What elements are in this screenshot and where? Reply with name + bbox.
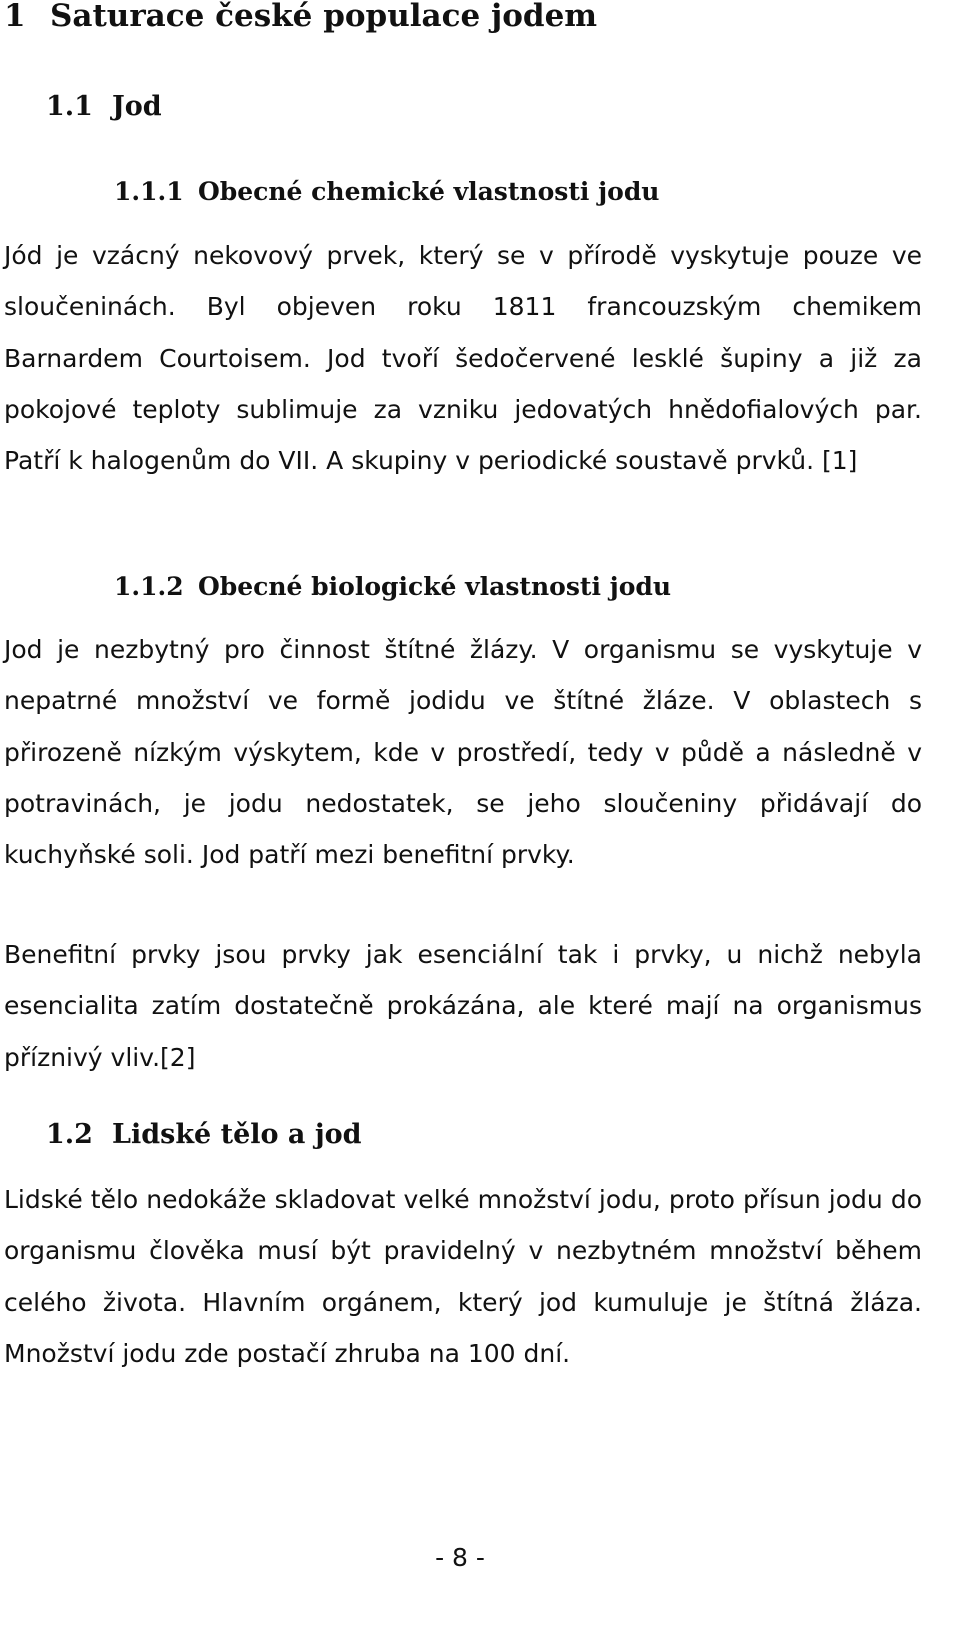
page-number: - 8 - <box>435 1543 485 1572</box>
section-number: 1.1 <box>46 91 93 122</box>
chapter-heading <box>4 0 597 38</box>
subsection-number: 1.1.1 <box>114 177 184 206</box>
section-heading-1-1 <box>46 87 162 127</box>
subsection-title: Obecné biologické vlastnosti jodu <box>198 572 672 601</box>
paragraph-human-body: Lidské tělo nedokáže skladovat velké množství jodu, proto přísun jodu do organismu člověka musí být pravidelný v nezbytném množství během celého života. Hlavním orgánem, který jod kumuluje je štítná žláza. Množství jodu zde postačí zhruba na 100 dní. <box>4 1185 922 1368</box>
section-heading-1-2 <box>46 1115 361 1155</box>
subsection-number: 1.1.2 <box>114 572 184 601</box>
section-title: Lidské tělo a jod <box>112 1119 362 1150</box>
chapter-number: 1 <box>4 0 26 34</box>
subsection-title: Obecné chemické vlastnosti jodu <box>198 177 660 206</box>
paragraph-chemical-properties: Jód je vzácný nekovový prvek, který se v přírodě vyskytuje pouze ve sloučeninách. Byl objeven roku 1811 francouzským chemikem Barnardem Courtoisem. Jod tvoří šedočervené lesklé šupiny a již za pokojové teploty sublimuje za vzniku jedovatých hnědofialových par. Patří k halogenům do VII. A skupiny v periodické soustavě prvků. [1] <box>4 241 922 476</box>
section-number: 1.2 <box>46 1119 93 1150</box>
chapter-title: Saturace české populace jodem <box>50 0 598 34</box>
paragraph-beneficial-elements: Benefitní prvky jsou prvky jak esenciální tak i prvky, u nichž nebyla esencialita zatím dostatečně prokázána, ale které mají na organismus příznivý vliv.[2] <box>4 940 922 1072</box>
paragraph-biological-properties: Jod je nezbytný pro činnost štítné žlázy. V organismu se vyskytuje v nepatrné množství ve formě jodidu ve štítné žláze. V oblastech s přirozeně nízkým výskytem, kde v prostředí, tedy v půdě a následně v potravinách, je jodu nedostatek, se jeho sloučeniny přidávají do kuchyňské soli. Jod patří mezi benefitní prvky. <box>4 635 922 870</box>
section-title: Jod <box>112 91 162 122</box>
subsection-heading-1-1-1 <box>114 173 659 211</box>
subsection-heading-1-1-2 <box>114 568 671 606</box>
